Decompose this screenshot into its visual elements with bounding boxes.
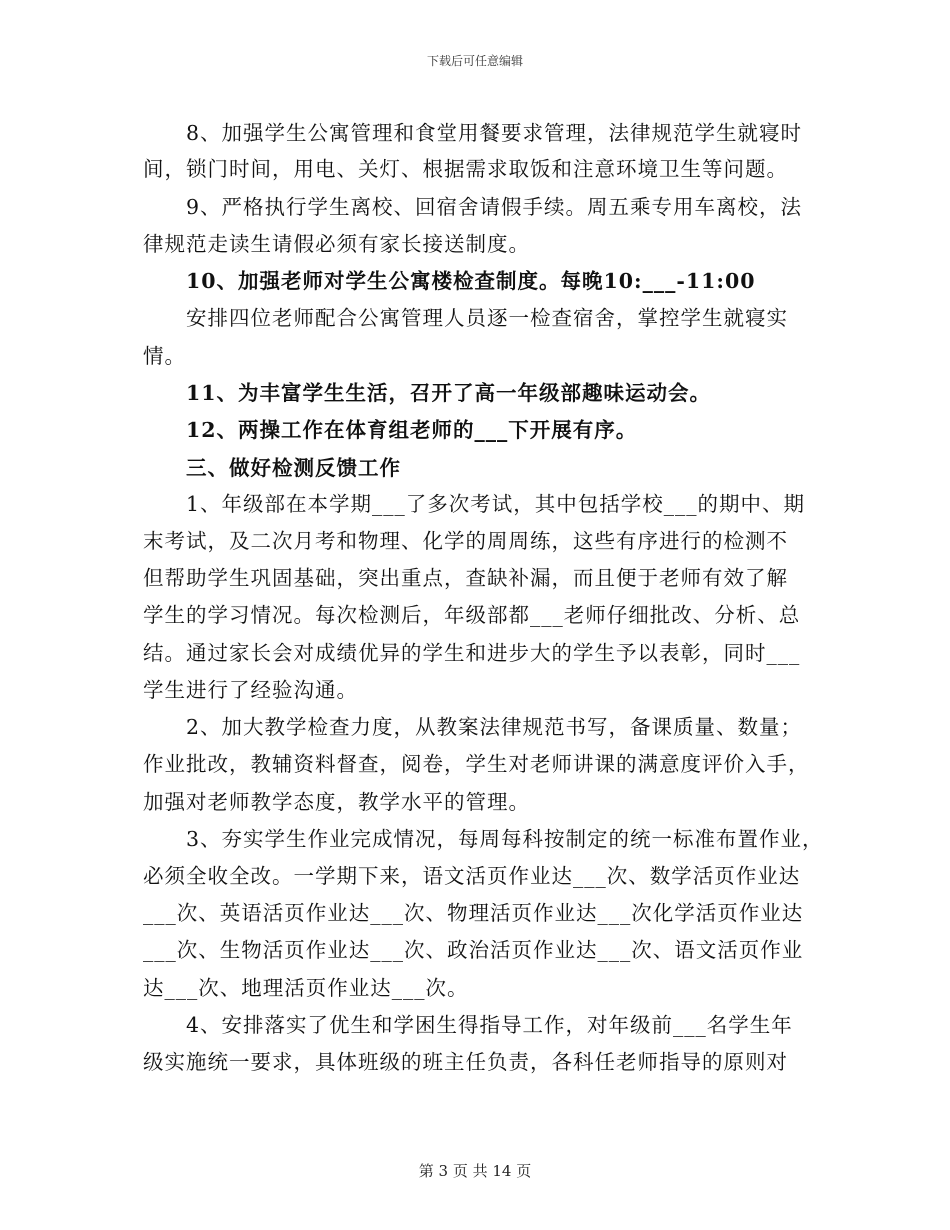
text-line: 学生的学习情况。每次检测后，年级部都___老师仔细批改、分析、总 xyxy=(143,603,801,627)
text-line: ___次、生物活页作业达___次、政治活页作业达___次、语文活页作业 xyxy=(143,938,804,962)
text-line: 安排四位老师配合公寓管理人员逐一检查宿舍，掌控学生就寝实 xyxy=(186,306,788,330)
text-line: 2、加大教学检查力度，从教案法律规范书写，备课质量、数量； xyxy=(186,715,803,739)
page-footer: 第 3 页 共 14 页 xyxy=(418,1162,532,1180)
text-line: 1、年级部在本学期___了多次考试，其中包括学校___的期中、期 xyxy=(186,492,806,516)
text-line: 间，锁门时间，用电、关灯、根据需求取饭和注意环境卫生等问题。 xyxy=(143,157,788,181)
text-line: 8、加强学生公寓管理和食堂用餐要求管理，法律规范学生就寝时 xyxy=(186,121,803,145)
text-line: 12、两操工作在体育组老师的___下开展有序。 xyxy=(186,418,638,442)
text-line: ___次、英语活页作业达___次、物理活页作业达___次化学活页作业达 xyxy=(143,901,804,925)
text-line: 作业批改，教辅资料督查，阅卷，学生对老师讲课的满意度评价入手， xyxy=(143,752,810,776)
text-line: 末考试，及二次月考和物理、化学的周周练，这些有序进行的检测不 xyxy=(143,529,788,553)
page-header: 下载后可任意编辑 xyxy=(426,54,523,68)
section-heading: 三、做好检测反馈工作 xyxy=(186,456,401,480)
text-line: 9、严格执行学生离校、回宿舍请假手续。周五乘专用车离校，法 xyxy=(186,195,803,219)
text-line: 情。 xyxy=(143,344,186,368)
text-line: 达___次、地理活页作业达___次。 xyxy=(143,976,469,1000)
text-line: 级实施统一要求，具体班级的班主任负责，各科任老师指导的原则对 xyxy=(143,1050,788,1074)
text-line: 4、安排落实了优生和学困生得指导工作，对年级前___名学生年 xyxy=(186,1013,793,1037)
text-line: 必须全收全改。一学期下来，语文活页作业达___次、数学活页作业达 xyxy=(143,864,801,888)
text-line: 学生进行了经验沟通。 xyxy=(143,678,358,702)
text-line: 结。通过家长会对成绩优异的学生和进步大的学生予以表彰，同时___ xyxy=(143,641,801,665)
text-line: 3、夯实学生作业完成情况，每周每科按制定的统一标准布置作业， xyxy=(186,827,824,851)
text-line: 加强对老师教学态度，教学水平的管理。 xyxy=(143,790,530,814)
text-line: 但帮助学生巩固基础，突出重点，查缺补漏，而且便于老师有效了解 xyxy=(143,566,788,590)
text-line: 律规范走读生请假必须有家长接送制度。 xyxy=(143,232,530,256)
text-line: 11、为丰富学生生活，召开了高一年级部趣味运动会。 xyxy=(186,381,712,405)
text-line: 10、加强老师对学生公寓楼检查制度。每晚10:___-11:00 xyxy=(186,269,756,293)
